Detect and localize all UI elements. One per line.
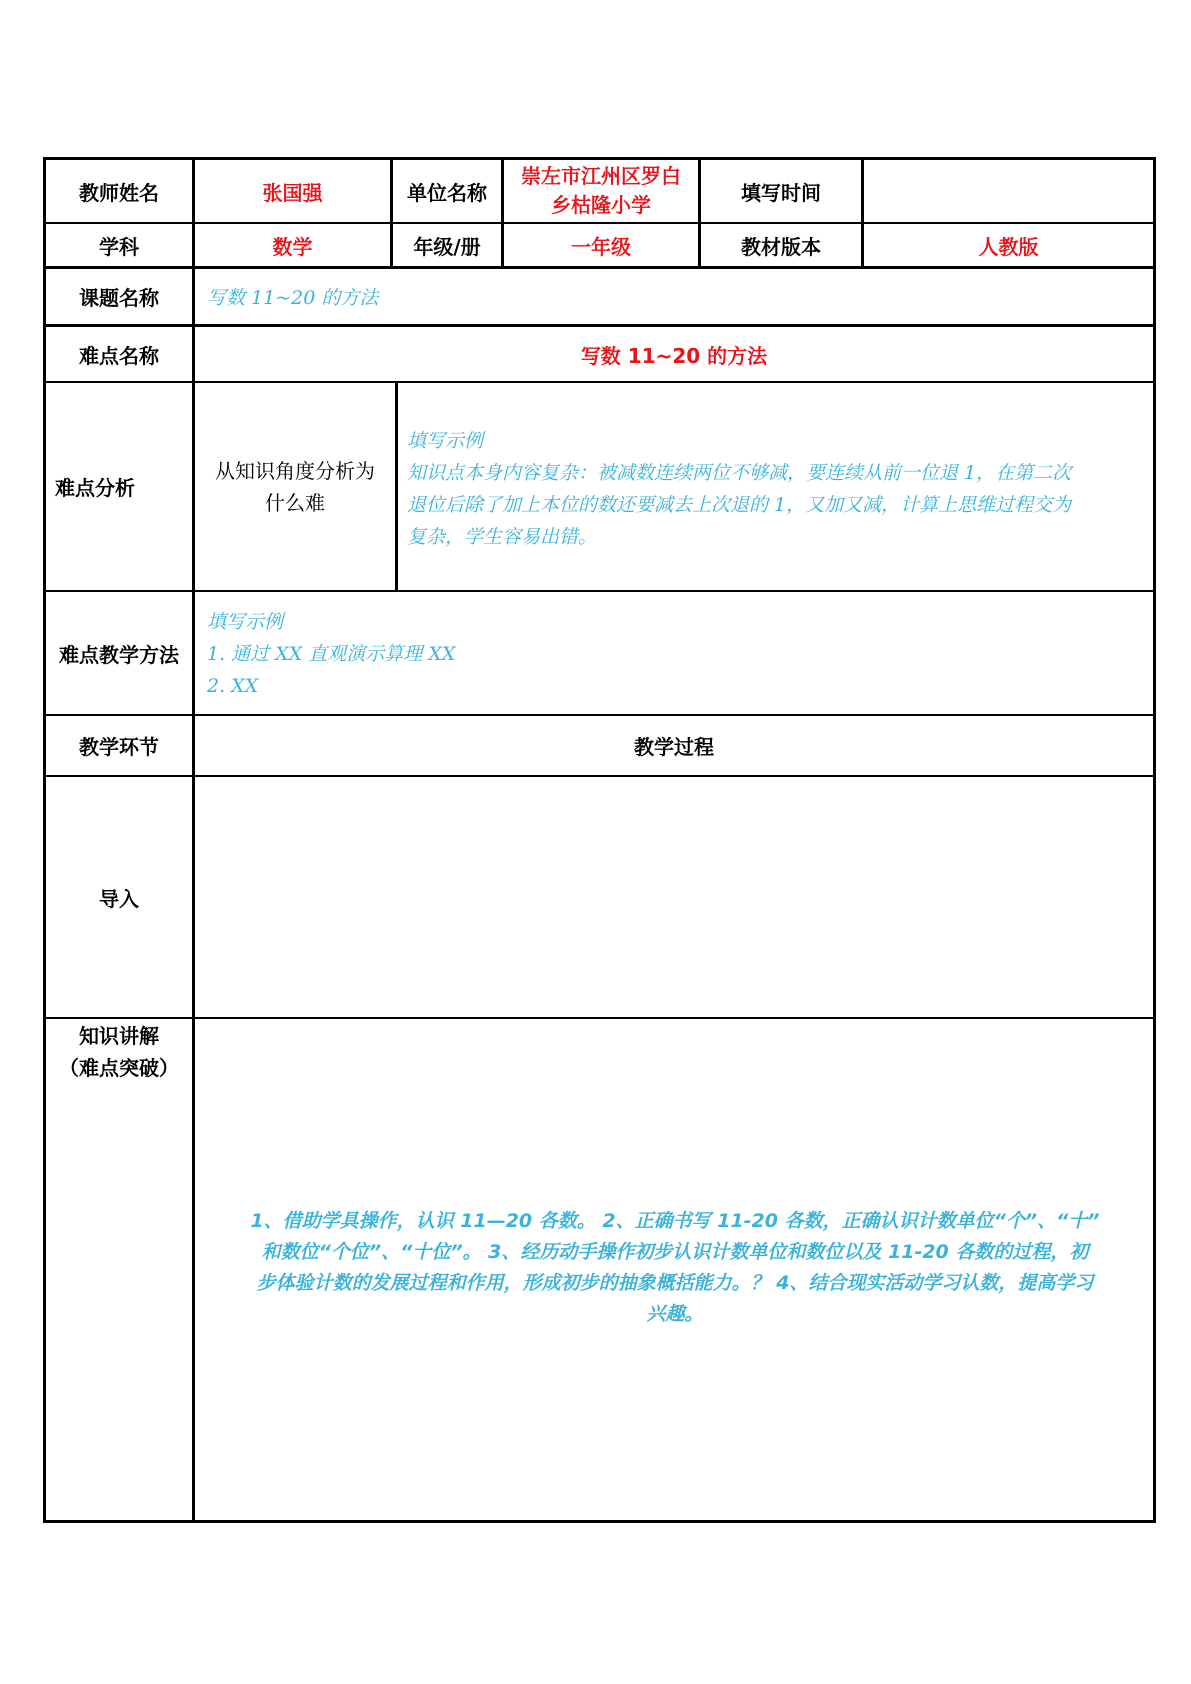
fill-date-value[interactable] [864, 160, 1153, 222]
method-example-title: 填写示例 [207, 611, 284, 633]
method-item-1: 1. 通过 XX 直观演示算理 XX [207, 643, 456, 665]
analysis-example-line2: 退位后除了加上本位的数还要减去上次退的 1，又加又减，计算上思维过程交为 [407, 494, 1072, 516]
grade-label: 年级/册 [413, 234, 481, 259]
border-right [1153, 157, 1156, 1523]
edition-label: 教材版本 [741, 234, 821, 259]
knowledge-label-line1: 知识讲解 [79, 1024, 159, 1048]
intro-content[interactable] [195, 777, 1153, 1017]
knowledge-line3: 步体验计数的发展过程和作用，形成初步的抽象概括能力。？ 4、结合现实活动学习认数，提高学习 [256, 1272, 1094, 1294]
knowledge-content [205, 1206, 1145, 1336]
unit-name-line1: 崇左市江州区罗白 [521, 164, 681, 188]
analysis-example [407, 425, 1149, 560]
unit-name-value [504, 160, 698, 222]
border-bottom [43, 1520, 1156, 1523]
analysis-sub-label-line2: 什么难 [265, 491, 325, 515]
analysis-example-title: 填写示例 [407, 430, 484, 452]
row-divider [43, 590, 1156, 592]
subject-value: 数学 [272, 234, 313, 259]
knowledge-label-line2: （难点突破） [59, 1056, 179, 1080]
topic-label: 课题名称 [79, 286, 159, 310]
grade-value: 一年级 [571, 234, 631, 259]
teaching-process-header: 教学过程 [634, 735, 714, 759]
knowledge-label [46, 1020, 192, 1090]
unit-name-label: 单位名称 [407, 180, 487, 205]
knowledge-line1: 1、借助学具操作，认识 11—20 各数。 2、正确书写 11-20 各数，正确认识计数单位“个”、“十” [250, 1210, 1100, 1232]
knowledge-line2: 和数位“个位”、“十位”。 3、经历动手操作初步认识计数单位和数位以及 11-20 各数的过程，初 [261, 1241, 1089, 1263]
method-item-2: 2. XX [207, 675, 259, 697]
edition-value: 人教版 [978, 234, 1039, 259]
method-example [207, 606, 807, 706]
intro-label: 导入 [99, 886, 139, 911]
analysis-example-line3: 复杂，学生容易出错。 [407, 526, 598, 548]
analysis-column-divider [395, 382, 398, 591]
analysis-label: 难点分析 [55, 476, 135, 500]
knowledge-line4: 兴趣。 [646, 1303, 704, 1325]
analysis-example-line1: 知识点本身内容复杂：被减数连续两位不够减，要连续从前一位退 1，在第二次 [407, 462, 1072, 484]
subject-label: 学科 [99, 234, 139, 259]
unit-name-line2: 乡枯隆小学 [551, 193, 651, 217]
row-divider [43, 1017, 1156, 1019]
method-label: 难点教学方法 [59, 642, 179, 667]
topic-value: 写数 11~20 的方法 [207, 287, 379, 309]
difficulty-name-value: 写数 11~20 的方法 [580, 343, 768, 368]
analysis-sub-label [195, 455, 395, 525]
teacher-name-label: 教师姓名 [79, 180, 159, 205]
teacher-name-value: 张国强 [262, 180, 323, 205]
row-divider [43, 381, 1156, 383]
fill-date-label: 填写时间 [741, 180, 821, 205]
teaching-step-label: 教学环节 [79, 735, 159, 759]
difficulty-name-label: 难点名称 [79, 343, 159, 368]
analysis-sub-label-line1: 从知识角度分析为 [215, 459, 375, 483]
